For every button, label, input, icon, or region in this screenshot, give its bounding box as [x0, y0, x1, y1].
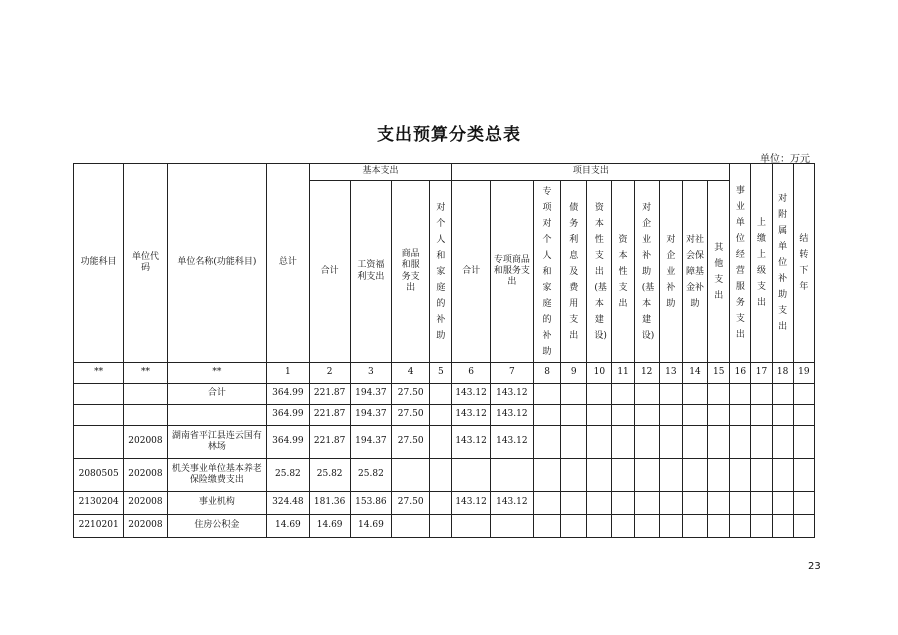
- table-cell: [561, 384, 587, 405]
- table-cell: [730, 405, 751, 426]
- table-cell: [612, 492, 634, 515]
- table-cell: [634, 426, 659, 459]
- table-cell: [659, 405, 682, 426]
- index-cell: 4: [392, 363, 430, 384]
- index-cell: 16: [730, 363, 751, 384]
- index-cell: 17: [751, 363, 772, 384]
- table-cell: [708, 492, 730, 515]
- table-cell: [533, 426, 560, 459]
- table-cell: [682, 405, 707, 426]
- header-capital: 资本性支出: [612, 181, 634, 363]
- header-subordinate-subsidy: 对附属单位补助支出: [772, 164, 793, 363]
- table-cell: [772, 459, 793, 492]
- table-cell: 221.87: [309, 384, 350, 405]
- table-cell: [587, 492, 612, 515]
- table-cell: 202008: [124, 515, 167, 538]
- table-cell: [730, 492, 751, 515]
- index-cell: 19: [793, 363, 814, 384]
- table-cell: [730, 459, 751, 492]
- table-cell: 143.12: [490, 405, 533, 426]
- table-cell: [634, 384, 659, 405]
- header-basic-sum: 合计: [309, 181, 350, 363]
- table-cell: 25.82: [267, 459, 309, 492]
- index-cell: 10: [587, 363, 612, 384]
- table-cell: [612, 405, 634, 426]
- header-proj-sum: 合计: [452, 181, 490, 363]
- table-cell: [561, 459, 587, 492]
- table-cell: [682, 426, 707, 459]
- index-cell: 7: [490, 363, 533, 384]
- index-cell: 12: [634, 363, 659, 384]
- header-business-expense: 事业单位经营服务支出: [730, 164, 751, 363]
- table-cell: 202008: [124, 492, 167, 515]
- table-cell: [708, 384, 730, 405]
- table-cell: [708, 515, 730, 538]
- table-cell: [430, 405, 452, 426]
- table-cell: 143.12: [452, 405, 490, 426]
- table-cell: [682, 515, 707, 538]
- table-cell: [74, 405, 124, 426]
- table-cell: [659, 492, 682, 515]
- table-cell: [561, 515, 587, 538]
- table-cell: [708, 405, 730, 426]
- header-project-group: 项目支出: [452, 164, 730, 181]
- table-cell: [730, 426, 751, 459]
- table-cell: [561, 426, 587, 459]
- table-cell: [561, 492, 587, 515]
- header-basic-group: 基本支出: [309, 164, 452, 181]
- index-cell: **: [167, 363, 267, 384]
- table-cell: [793, 384, 814, 405]
- table-cell: 27.50: [392, 384, 430, 405]
- table-cell: 364.99: [267, 426, 309, 459]
- page-title: 支出预算分类总表: [377, 125, 521, 145]
- table-cell: [167, 405, 267, 426]
- table-cell: [612, 384, 634, 405]
- table-cell: 事业机构: [167, 492, 267, 515]
- table-cell: [793, 492, 814, 515]
- table-cell: [587, 405, 612, 426]
- table-cell: [772, 515, 793, 538]
- index-cell: 8: [533, 363, 560, 384]
- table-cell: [533, 384, 560, 405]
- index-row: [74, 363, 815, 384]
- index-cell: 15: [708, 363, 730, 384]
- header-remit-upper: 上缴上级支出: [751, 164, 772, 363]
- table-cell: [793, 515, 814, 538]
- header-capital-basic: 资本性支出(基本建设): [587, 181, 612, 363]
- header-proj-personal: 专项对个人和家庭的补助: [533, 181, 560, 363]
- header-enterprise-basic: 对企业补助(基本建设): [634, 181, 659, 363]
- table-cell: 202008: [124, 459, 167, 492]
- table-cell: 2210201: [74, 515, 124, 538]
- header-personal-subsidy: 对个人和家庭的补助: [430, 181, 452, 363]
- table-cell: [430, 384, 452, 405]
- header-wages: 工资福利支出: [350, 181, 391, 363]
- table-cell: [751, 459, 772, 492]
- table-cell: 143.12: [452, 492, 490, 515]
- table-cell: 181.36: [309, 492, 350, 515]
- table-cell: [124, 405, 167, 426]
- table-cell: 27.50: [392, 492, 430, 515]
- table-cell: [772, 426, 793, 459]
- table-cell: [612, 426, 634, 459]
- table-cell: 14.69: [350, 515, 391, 538]
- header-social-security: 对社会保障基金补助: [682, 181, 707, 363]
- budget-table: [73, 163, 815, 538]
- table-cell: [730, 384, 751, 405]
- table-cell: 25.82: [309, 459, 350, 492]
- header-goods: 商品和服务支出: [392, 181, 430, 363]
- table-cell: [772, 384, 793, 405]
- table-cell: [793, 459, 814, 492]
- table-cell: [392, 515, 430, 538]
- table-cell: [490, 515, 533, 538]
- table-cell: [751, 515, 772, 538]
- table-cell: [392, 459, 430, 492]
- table-cell: 143.12: [490, 492, 533, 515]
- index-cell: 1: [267, 363, 309, 384]
- page-number: 23: [808, 561, 821, 572]
- table-cell: [533, 405, 560, 426]
- table-cell: 194.37: [350, 426, 391, 459]
- header-unit-code: 单位代码: [124, 164, 167, 363]
- index-cell: 6: [452, 363, 490, 384]
- table-cell: [124, 384, 167, 405]
- table-cell: [751, 492, 772, 515]
- table-cell: [730, 515, 751, 538]
- header-unit-name: 单位名称(功能科目): [167, 164, 267, 363]
- table-cell: [430, 492, 452, 515]
- table-cell: 202008: [124, 426, 167, 459]
- table-cell: [682, 384, 707, 405]
- table-cell: [587, 384, 612, 405]
- table-cell: [751, 426, 772, 459]
- table-cell: 194.37: [350, 384, 391, 405]
- table-cell: 364.99: [267, 405, 309, 426]
- index-cell: 18: [772, 363, 793, 384]
- table-cell: [793, 426, 814, 459]
- table-cell: 2080505: [74, 459, 124, 492]
- header-func-subject: 功能科目: [74, 164, 124, 363]
- header-other: 其他支出: [708, 181, 730, 363]
- table-cell: [659, 459, 682, 492]
- table-cell: [634, 515, 659, 538]
- header-total: 总计: [267, 164, 309, 363]
- table-row: [74, 405, 815, 426]
- table-row: [74, 459, 815, 492]
- table-cell: 143.12: [452, 426, 490, 459]
- index-cell: 5: [430, 363, 452, 384]
- table-cell: [634, 492, 659, 515]
- table-cell: [452, 515, 490, 538]
- index-cell: 11: [612, 363, 634, 384]
- table-cell: [533, 459, 560, 492]
- table-cell: [682, 492, 707, 515]
- table-cell: [708, 426, 730, 459]
- table-cell: [587, 515, 612, 538]
- table-cell: 143.12: [452, 384, 490, 405]
- table-cell: 住房公积金: [167, 515, 267, 538]
- table-cell: [634, 405, 659, 426]
- table-cell: 364.99: [267, 384, 309, 405]
- index-cell: 9: [561, 363, 587, 384]
- table-cell: 14.69: [267, 515, 309, 538]
- table-row: [74, 515, 815, 538]
- table-cell: 194.37: [350, 405, 391, 426]
- table-cell: 2130204: [74, 492, 124, 515]
- table-cell: [751, 405, 772, 426]
- table-cell: [659, 515, 682, 538]
- table-cell: [74, 426, 124, 459]
- index-cell: 2: [309, 363, 350, 384]
- table-cell: [659, 426, 682, 459]
- index-cell: **: [124, 363, 167, 384]
- table-cell: [682, 459, 707, 492]
- table-cell: [772, 492, 793, 515]
- header-debt-interest: 债务利息及费用支出: [561, 181, 587, 363]
- table-cell: [587, 426, 612, 459]
- table-cell: 27.50: [392, 405, 430, 426]
- index-cell: 13: [659, 363, 682, 384]
- header-proj-goods: 专项商品和服务支出: [490, 181, 533, 363]
- table-cell: [533, 492, 560, 515]
- table-cell: [74, 384, 124, 405]
- table-cell: [430, 426, 452, 459]
- table-cell: 14.69: [309, 515, 350, 538]
- table-cell: [793, 405, 814, 426]
- table-cell: [659, 384, 682, 405]
- table-cell: [430, 515, 452, 538]
- table-cell: [533, 515, 560, 538]
- table-cell: 143.12: [490, 384, 533, 405]
- table-cell: 合计: [167, 384, 267, 405]
- table-cell: [751, 384, 772, 405]
- table-cell: 143.12: [490, 426, 533, 459]
- table-cell: 221.87: [309, 426, 350, 459]
- table-cell: 27.50: [392, 426, 430, 459]
- table-cell: [612, 515, 634, 538]
- table-cell: [587, 459, 612, 492]
- index-cell: 14: [682, 363, 707, 384]
- table-cell: 25.82: [350, 459, 391, 492]
- table-row: [74, 492, 815, 515]
- table-cell: [612, 459, 634, 492]
- header-carry-forward: 结转下年: [793, 164, 814, 363]
- index-cell: **: [74, 363, 124, 384]
- unit-label: 单位：万元: [760, 154, 810, 165]
- table-cell: 221.87: [309, 405, 350, 426]
- table-cell: 324.48: [267, 492, 309, 515]
- table-cell: [430, 459, 452, 492]
- table-row: [74, 426, 815, 459]
- table-cell: [561, 405, 587, 426]
- table-cell: [490, 459, 533, 492]
- table-cell: [634, 459, 659, 492]
- table-cell: [772, 405, 793, 426]
- table-cell: 机关事业单位基本养老保险缴费支出: [167, 459, 267, 492]
- index-cell: 3: [350, 363, 391, 384]
- header-enterprise: 对企业补助: [659, 181, 682, 363]
- table-cell: 湖南省平江县连云国有林场: [167, 426, 267, 459]
- table-cell: 153.86: [350, 492, 391, 515]
- table-cell: [452, 459, 490, 492]
- table-cell: [708, 459, 730, 492]
- table-row: [74, 384, 815, 405]
